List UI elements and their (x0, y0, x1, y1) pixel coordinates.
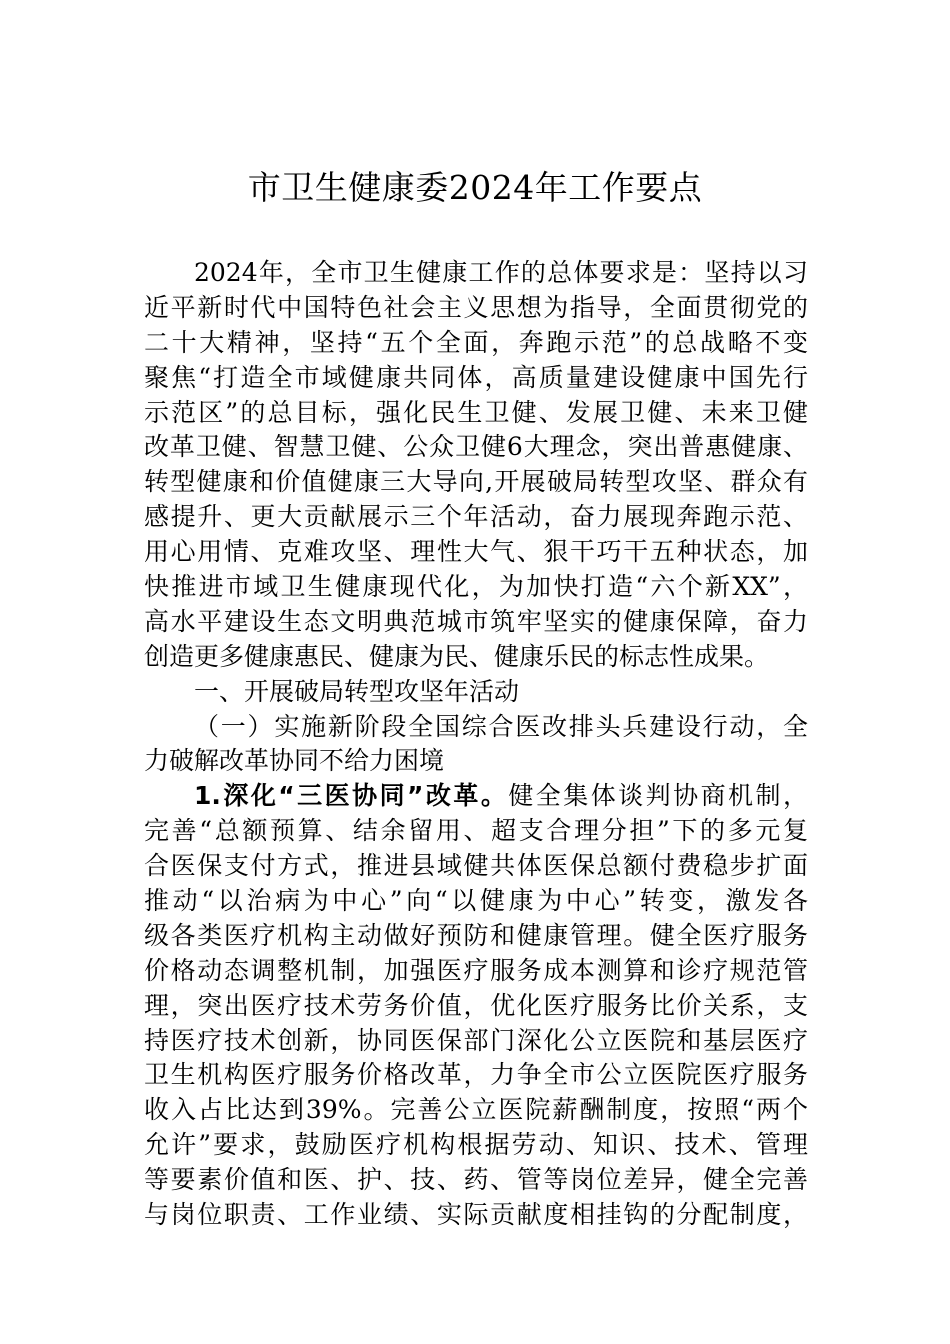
text-line: 允许”要求，鼓励医疗机构根据劳动、知识、技术、管理 (144, 1130, 808, 1160)
text-line: 改革卫健、智慧卫健、公众卫健6大理念，突出普惠健康、 (144, 432, 808, 462)
text-line: 快推进市域卫生健康现代化，为加快打造“六个新XX”， (144, 572, 808, 602)
text-line: 感提升、更大贡献展示三个年活动，奋力展现奔跑示范、 (144, 502, 808, 532)
text-line: （一）实施新阶段全国综合医改排头兵建设行动，全 (194, 711, 808, 741)
text-line: 创造更多健康惠民、健康为民、健康乐民的标志性成果。 (144, 641, 770, 671)
section-heading: 一、开展破局转型攻坚年活动 (194, 676, 520, 706)
text-line: 收入占比达到39%。完善公立医院薪酬制度，按照“两个 (144, 1095, 808, 1125)
text-line: 合医保支付方式，推进县域健共体医保总额付费稳步扩面 (144, 851, 808, 881)
document-body (144, 256, 808, 1233)
text-line: 理，突出医疗技术劳务价值，优化医疗服务比价关系，支 (144, 990, 808, 1020)
text-line: 近平新时代中国特色社会主义思想为指导，全面贯彻党的 (144, 292, 808, 322)
item-paragraph (144, 779, 808, 1233)
intro-paragraph (144, 256, 808, 675)
text-line: 转型健康和价值健康三大导向,开展破局转型攻坚、群众有 (144, 467, 808, 497)
text-line: 级各类医疗机构主动做好预防和健康管理。健全医疗服务 (144, 920, 808, 950)
text-line: 2024年，全市卫生健康工作的总体要求是：坚持以习 (194, 258, 808, 287)
subsection-heading (144, 710, 808, 780)
text-line: 持医疗技术创新，协同医保部门深化公立医院和基层医疗 (144, 1025, 808, 1055)
text-line: 与岗位职责、工作业绩、实际贡献度相挂钩的分配制度， (144, 1200, 808, 1230)
item-text: 健全集体谈判协商机制， (508, 781, 808, 811)
text-line: 完善“总额预算、结余留用、超支合理分担”下的多元复 (144, 816, 808, 846)
text-line: 等要素价值和医、护、技、药、管等岗位差异，健全完善 (144, 1165, 808, 1195)
text-line: 力破解改革协同不给力困境 (144, 746, 445, 776)
text-line: 价格动态调整机制，加强医疗服务成本测算和诊疗规范管 (144, 955, 808, 985)
text-line: 卫生机构医疗服务价格改革，力争全市公立医院医疗服务 (144, 1060, 808, 1090)
text-line: 二十大精神，坚持“五个全面，奔跑示范”的总战略不变 (144, 327, 808, 357)
item-bold-heading: 1.深化“三医协同”改革。 (194, 781, 509, 811)
text-line: 推动“以治病为中心”向“以健康为中心”转变，激发各 (144, 886, 808, 916)
document-title: 市卫生健康委2024年工作要点 (247, 168, 703, 207)
text-line: 示范区”的总目标，强化民生卫健、发展卫健、未来卫健 (144, 397, 808, 427)
text-line (144, 779, 808, 814)
text-line: 聚焦“打造全市域健康共同体，高质量建设健康中国先行 (144, 362, 808, 392)
text-line: 高水平建设生态文明典范城市筑牢坚实的健康保障，奋力 (144, 606, 808, 636)
text-line: 用心用情、克难攻坚、理性大气、狠干巧干五种状态，加 (144, 537, 808, 567)
